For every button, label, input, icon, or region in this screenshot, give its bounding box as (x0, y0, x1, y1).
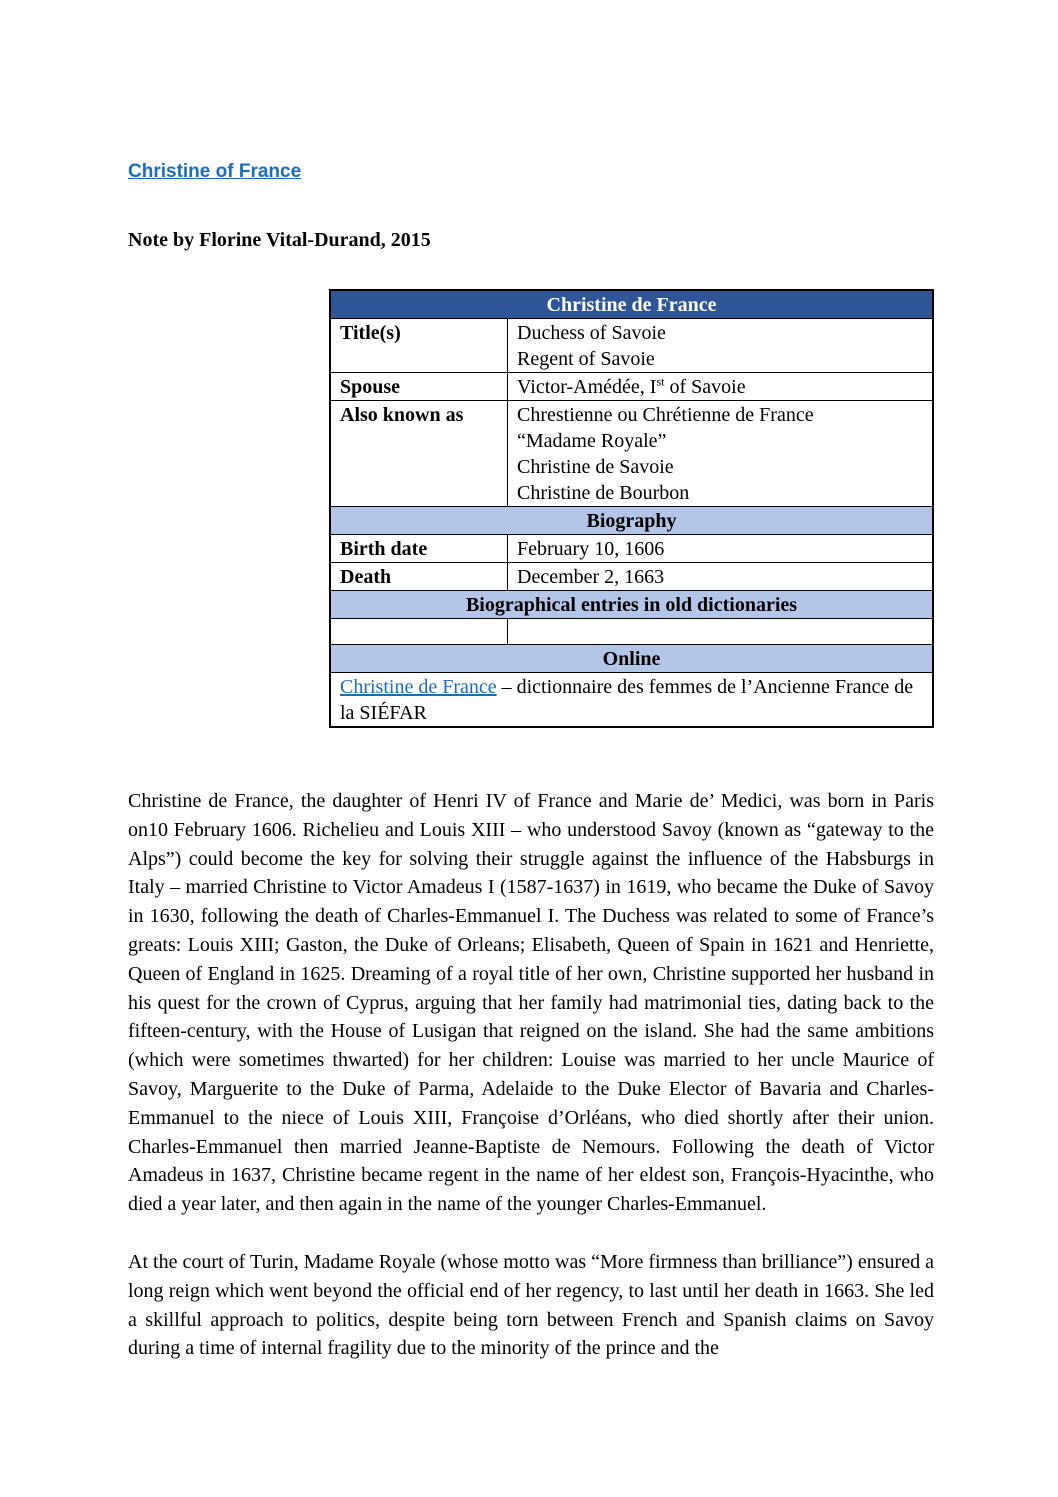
document-title-link[interactable]: Christine of France (128, 161, 302, 182)
infobox-value-line: Christine de Bourbon (517, 482, 690, 504)
body-paragraph-2: At the court of Turin, Madame Royale (whose motto was “More firmness than brilliance”) ensured a long reign which went beyond the official end of her regency, to last until her death in 1663. She led a skillful approach to politics, despite being torn between French and Spanish claims on Savoy during a time of internal fragility due to the minority of the prince and the (128, 1250, 934, 1360)
siefar-link[interactable]: Christine de France (340, 676, 497, 698)
spouse-text-post: of Savoie (664, 376, 746, 398)
online-entry-text: – dictionnaire des femmes de l’Ancienne France de la SIÉFAR (340, 676, 914, 724)
infobox-header: Christine de France (330, 290, 933, 319)
table-row (330, 535, 933, 563)
section-header-row (330, 507, 933, 535)
byline: Note by Florine Vital-Durand, 2015 (128, 229, 431, 251)
body-paragraph-1: Christine de France, the daughter of Henri IV of France and Marie de’ Medici, was born in Paris on10 February 1606. Richelieu and Louis XIII – who understood Savoy (known as “gateway to the Alps”) could become the key for solving their struggle against the influence of the Habsburgs in Italy – married Christine to Victor Amadeus I (1587-1637) in 1619, who became the Duke of Savoy in 1630, following the death of Charles-Emmanuel I. The Duchess was related to some of France’s greats: Louis XIII; Gaston, the Duke of Orleans; Elisabeth, Queen of Spain in 1621 and Henriette, Queen of England in 1625. Dreaming of a royal title of her own, Christine supported her husband in his quest for the crown of Cyprus, arguing that her family had matrimonial ties, dating back to the fifteen-century, with the House of Lusigan that reigned on the island. She had the same ambitions (which were sometimes thwarted) for her children: Louise was married to her uncle Maurice of Savoy, Marguerite to the Duke of Parma, Adelaide to the Duke Elector of Bavaria and Charles-Emmanuel to the niece of Louis XIII, Françoise d’Orléans, who died shortly after their union. Charles-Emmanuel then married Jeanne-Baptiste de Nemours. Following the death of Victor Amadeus in 1637, Christine became regent in the name of her eldest son, François-Hyacinthe, who died a year later, and then again in the name of the younger Charles-Emmanuel. (128, 790, 934, 1216)
infobox-label-spouse: Spouse (330, 373, 508, 401)
infobox-table (329, 289, 934, 728)
infobox-value-line: Chrestienne ou Chrétienne de France (517, 404, 814, 426)
infobox-value-line: Regent of Savoie (517, 348, 655, 370)
infobox-label-titles: Title(s) (330, 319, 508, 373)
infobox-label-death: Death (330, 563, 508, 591)
empty-row (330, 619, 933, 645)
table-row (330, 401, 933, 507)
empty-cell (330, 619, 508, 645)
infobox-value-line: “Madame Royale” (517, 430, 667, 452)
infobox-wrap (128, 289, 934, 728)
infobox-header-row (330, 290, 933, 319)
section-header-row (330, 591, 933, 619)
infobox-value-aka (508, 401, 933, 507)
empty-cell (508, 619, 933, 645)
section-header-row (330, 645, 933, 673)
infobox-label-birthdate: Birth date (330, 535, 508, 563)
spouse-ordinal-superscript: st (656, 374, 665, 389)
infobox-value-spouse (508, 373, 933, 401)
table-row (330, 319, 933, 373)
infobox-value-titles (508, 319, 933, 373)
infobox-value-death: December 2, 1663 (508, 563, 933, 591)
table-row (330, 673, 933, 728)
infobox-value-line: Duchess of Savoie (517, 322, 666, 344)
table-row (330, 373, 933, 401)
infobox-value-birthdate: February 10, 1606 (508, 535, 933, 563)
section-header-dictionaries: Biographical entries in old dictionaries (330, 591, 933, 619)
infobox-label-aka: Also known as (330, 401, 508, 507)
table-row (330, 563, 933, 591)
section-header-online: Online (330, 645, 933, 673)
spouse-text-pre: Victor-Amédée, I (517, 376, 657, 398)
online-entry-cell (330, 673, 933, 728)
infobox-value-line: Christine de Savoie (517, 456, 674, 478)
section-header-biography: Biography (330, 507, 933, 535)
